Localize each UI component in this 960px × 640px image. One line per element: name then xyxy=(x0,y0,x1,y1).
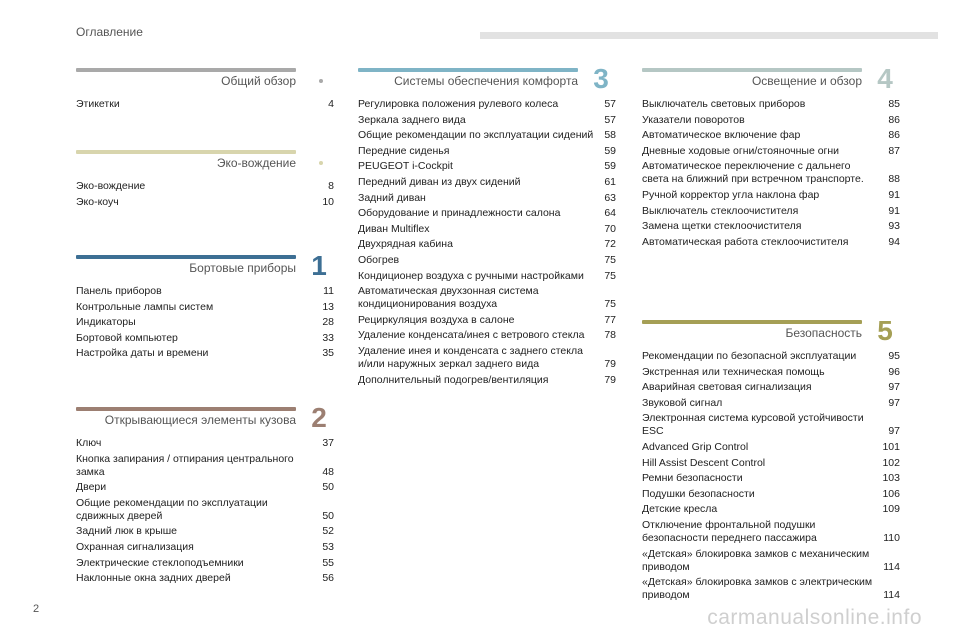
toc-entry[interactable] xyxy=(76,180,334,193)
toc-entry-label: Ремни безопасности xyxy=(642,472,743,485)
toc-entry-list xyxy=(642,98,900,249)
toc-entry[interactable] xyxy=(642,381,900,394)
toc-entry-page: 75 xyxy=(604,253,616,266)
toc-entry-page: 58 xyxy=(604,129,616,142)
section-header xyxy=(76,250,334,281)
toc-entry-page: 103 xyxy=(882,472,900,485)
toc-entry-label: Рекомендации по безопасной эксплуатации xyxy=(642,350,857,362)
section-number: 5 xyxy=(877,315,893,346)
section-number: 2 xyxy=(311,402,327,433)
toc-entry-label: Диван Multiflex xyxy=(358,222,430,235)
toc-entry-page: 4 xyxy=(328,98,334,110)
toc-entry[interactable] xyxy=(642,220,900,233)
toc-entry[interactable] xyxy=(358,207,616,220)
toc-entry[interactable] xyxy=(642,350,900,363)
toc-entry[interactable] xyxy=(642,114,900,127)
toc-entry-page: 109 xyxy=(882,503,900,516)
section-title: Эко-вождение xyxy=(216,156,296,170)
toc-entry-label: Передний диван из двух сидений xyxy=(358,175,521,188)
toc-entry[interactable] xyxy=(642,160,900,186)
toc-entry-page: 97 xyxy=(888,381,900,394)
toc-entry[interactable] xyxy=(358,160,616,173)
toc-entry[interactable] xyxy=(642,488,900,501)
section-title: Освещение и обзор xyxy=(751,74,862,88)
toc-entry-label: Автоматическая двухзонная система кондиционирования воздуха xyxy=(358,285,539,311)
toc-entry-page: 37 xyxy=(322,437,334,449)
toc-entry-page: 50 xyxy=(322,509,334,522)
toc-entry-page: 8 xyxy=(328,180,334,192)
toc-entry[interactable] xyxy=(76,525,334,538)
toc-entry[interactable] xyxy=(358,114,616,127)
toc-entry[interactable] xyxy=(76,196,334,209)
toc-entry-label: Детские кресла xyxy=(642,503,718,516)
toc-entry[interactable] xyxy=(358,254,616,267)
toc-entry-label: Эко-коуч xyxy=(76,195,119,208)
section-eco xyxy=(76,150,334,211)
section-header xyxy=(76,72,334,92)
toc-entry-page: 28 xyxy=(322,316,334,329)
toc-entry[interactable] xyxy=(76,98,334,111)
toc-entry[interactable] xyxy=(358,285,616,311)
section-header xyxy=(76,154,334,174)
toc-entry-page: 13 xyxy=(322,300,334,313)
toc-entry-page: 64 xyxy=(604,207,616,220)
toc-entry[interactable] xyxy=(358,98,616,111)
toc-entry[interactable] xyxy=(642,129,900,142)
toc-entry[interactable] xyxy=(358,145,616,158)
toc-entry[interactable] xyxy=(76,453,334,479)
toc-entry-page: 101 xyxy=(882,440,900,453)
section-number: 4 xyxy=(877,63,893,94)
section-header xyxy=(76,402,334,433)
section-header xyxy=(642,63,900,94)
toc-entry[interactable] xyxy=(642,205,900,218)
section-title: Открывающиеся элементы кузова xyxy=(104,413,296,427)
toc-entry-page: 87 xyxy=(888,144,900,157)
toc-entry-page: 102 xyxy=(882,456,900,469)
toc-entry-page: 91 xyxy=(888,188,900,201)
toc-entry-label: Дополнительный подогрев/вентиляция xyxy=(358,373,549,386)
section-body xyxy=(76,402,334,588)
toc-entry-label: Hill Assist Descent Control xyxy=(642,456,766,469)
toc-entry-page: 79 xyxy=(604,373,616,386)
toc-entry-label: Указатели поворотов xyxy=(642,113,745,126)
toc-entry-page: 93 xyxy=(888,220,900,233)
toc-entry-label: Контрольные лампы систем xyxy=(76,300,214,313)
toc-entry-page: 63 xyxy=(604,191,616,204)
toc-entry-page: 50 xyxy=(322,481,334,494)
toc-entry-page: 33 xyxy=(322,331,334,344)
toc-entry-page: 78 xyxy=(604,329,616,342)
toc-entry-label: Двухрядная кабина xyxy=(358,238,453,251)
toc-entry-label: Рециркуляция воздуха в салоне xyxy=(358,313,515,326)
toc-entry[interactable] xyxy=(76,481,334,494)
toc-entry[interactable] xyxy=(358,223,616,236)
toc-entry-page: 86 xyxy=(888,113,900,126)
watermark: carmanualsonline.info xyxy=(707,606,922,629)
toc-entry-page: 97 xyxy=(888,425,900,438)
toc-entry-label: Электрические стеклоподъемники xyxy=(76,556,244,569)
toc-entry-label: Этикетки xyxy=(76,98,120,110)
header-divider xyxy=(480,32,938,39)
toc-entry-label: Задний диван xyxy=(358,191,426,204)
toc-entry-page: 94 xyxy=(888,235,900,248)
toc-entry-label: Удаление инея и конденсата с заднего стекла и/или наружных зеркал заднего вида xyxy=(358,344,583,370)
toc-entry-page: 75 xyxy=(604,269,616,282)
toc-entry-page: 75 xyxy=(604,298,616,311)
toc-entry-label: Звуковой сигнал xyxy=(642,396,723,409)
toc-entry-page: 106 xyxy=(882,487,900,500)
toc-entry-page: 97 xyxy=(888,396,900,409)
toc-entry-page: 70 xyxy=(604,222,616,235)
toc-entry-label: Эко-вождение xyxy=(76,180,146,192)
toc-entry[interactable] xyxy=(76,301,334,314)
toc-entry-label: Бортовой компьютер xyxy=(76,331,178,344)
toc-entry-label: Автоматическое включение фар xyxy=(642,129,801,142)
toc-entry-label: Экстренная или техническая помощь xyxy=(642,365,825,378)
toc-entry-label: Автоматическая работа стеклоочистителя xyxy=(642,235,849,248)
toc-entry[interactable] xyxy=(642,366,900,379)
toc-entry-label: Дневные ходовые огни/стояночные огни xyxy=(642,144,840,157)
section-overview xyxy=(76,68,334,114)
toc-entry[interactable] xyxy=(358,176,616,189)
toc-entry-page: 55 xyxy=(322,556,334,569)
toc-entry-label: Advanced Grip Control xyxy=(642,440,749,453)
toc-entry-page: 88 xyxy=(888,173,900,186)
toc-entry-label: Автоматическое переключение с дальнего света на ближний при встречном транспорте. xyxy=(642,160,864,186)
toc-entry-label: Подушки безопасности xyxy=(642,487,755,500)
toc-entry[interactable] xyxy=(76,347,334,360)
toc-entry-label: Кондиционер воздуха с ручными настройками xyxy=(358,269,584,282)
toc-entry[interactable] xyxy=(358,374,616,387)
toc-entry-page: 110 xyxy=(883,531,900,544)
toc-entry-label: Выключатель стеклоочистителя xyxy=(642,204,799,217)
section-lighting xyxy=(642,63,900,251)
toc-entry[interactable] xyxy=(642,548,900,574)
toc-entry-label: Электронная система курсовой устойчивости ESC xyxy=(642,412,864,438)
toc-entry-page: 77 xyxy=(604,313,616,326)
section-title: Безопасность xyxy=(785,326,862,340)
toc-entry[interactable] xyxy=(642,472,900,485)
section-title: Бортовые приборы xyxy=(189,261,296,275)
toc-entry[interactable] xyxy=(642,98,900,111)
toc-entry[interactable] xyxy=(358,329,616,342)
toc-entry[interactable] xyxy=(642,397,900,410)
toc-entry-page: 48 xyxy=(322,465,334,478)
toc-entry-label: Панель приборов xyxy=(76,285,162,297)
toc-entry-label: Регулировка положения рулевого колеса xyxy=(358,98,559,110)
toc-entry[interactable] xyxy=(358,238,616,251)
toc-entry[interactable] xyxy=(642,441,900,454)
toc-entry[interactable] xyxy=(76,437,334,450)
toc-entry-list xyxy=(76,180,334,209)
toc-entry[interactable] xyxy=(358,129,616,142)
toc-entry-label: Выключатель световых приборов xyxy=(642,98,806,110)
toc-entry-page: 85 xyxy=(888,98,900,110)
toc-entry[interactable] xyxy=(76,541,334,554)
toc-entry-page: 114 xyxy=(883,589,900,602)
toc-entry[interactable] xyxy=(642,412,900,438)
toc-entry-page: 114 xyxy=(883,560,900,573)
toc-entry-page: 79 xyxy=(604,357,616,370)
toc-entry-page: 35 xyxy=(322,347,334,360)
page-title: Оглавление xyxy=(76,25,143,39)
section-comfort xyxy=(358,63,616,389)
section-marker-dot xyxy=(319,79,323,83)
toc-entry[interactable] xyxy=(642,236,900,249)
section-title: Общий обзор xyxy=(221,74,296,88)
toc-entry-label: Обогрев xyxy=(358,253,400,266)
toc-entry[interactable] xyxy=(76,572,334,585)
toc-entry-page: 91 xyxy=(888,204,900,217)
toc-entry-page: 59 xyxy=(604,144,616,157)
toc-entry-page: 52 xyxy=(322,525,334,538)
toc-entry[interactable] xyxy=(76,285,334,298)
toc-entry-label: Ручной корректор угла наклона фар xyxy=(642,188,820,201)
toc-entry-label: Отключение фронтальной подушки безопасности переднего пассажира xyxy=(642,518,817,544)
toc-entry[interactable] xyxy=(642,457,900,470)
toc-entry-label: «Детская» блокировка замков с электрическим приводом xyxy=(642,576,873,602)
section-marker-dot xyxy=(319,161,323,165)
toc-entry-label: Наклонные окна задних дверей xyxy=(76,572,231,585)
toc-entry[interactable] xyxy=(76,332,334,345)
toc-entry[interactable] xyxy=(358,192,616,205)
toc-entry-page: 56 xyxy=(322,572,334,585)
toc-entry-list xyxy=(76,285,334,360)
toc-entry-page: 53 xyxy=(322,540,334,553)
toc-entry-page: 57 xyxy=(604,98,616,110)
toc-entry-list xyxy=(76,437,334,585)
section-header xyxy=(642,315,900,346)
section-header xyxy=(358,63,616,94)
toc-entry-label: Зеркала заднего вида xyxy=(358,113,466,126)
toc-entry-label: Двери xyxy=(76,481,107,494)
toc-entry[interactable] xyxy=(76,316,334,329)
toc-entry-page: 59 xyxy=(604,160,616,173)
toc-entry-label: Общие рекомендации по эксплуатации сидений xyxy=(358,129,594,142)
toc-entry[interactable] xyxy=(642,519,900,545)
toc-entry-label: Замена щетки стеклоочистителя xyxy=(642,220,802,233)
section-title: Системы обеспечения комфорта xyxy=(394,74,578,88)
toc-entry-page: 72 xyxy=(604,238,616,251)
toc-entry[interactable] xyxy=(642,576,900,602)
toc-entry[interactable] xyxy=(642,503,900,516)
toc-entry-label: Оборудование и принадлежности салона xyxy=(358,207,561,220)
toc-entry-label: PEUGEOT i-Cockpit xyxy=(358,160,453,173)
toc-entry-list xyxy=(358,98,616,387)
toc-entry[interactable] xyxy=(642,189,900,202)
toc-entry-page: 10 xyxy=(322,195,334,208)
toc-entry-label: Общие рекомендации по эксплуатации сдвижных дверей xyxy=(76,496,268,522)
section-number: 1 xyxy=(311,250,327,281)
page-number: 2 xyxy=(33,603,40,615)
section-number: 3 xyxy=(593,63,609,94)
toc-entry-list xyxy=(642,350,900,602)
toc-entry-label: Задний люк в крыше xyxy=(76,525,178,538)
toc-entry-label: Аварийная световая сигнализация xyxy=(642,381,812,394)
toc-entry[interactable] xyxy=(358,270,616,283)
toc-entry-label: Охранная сигнализация xyxy=(76,540,194,553)
toc-entry-label: Удаление конденсата/инея с ветрового стекла xyxy=(358,329,585,342)
section-instruments xyxy=(76,250,334,363)
toc-entry-label: «Детская» блокировка замков с механическим приводом xyxy=(642,547,870,573)
toc-entry[interactable] xyxy=(76,497,334,523)
toc-entry-label: Настройка даты и времени xyxy=(76,347,209,360)
toc-entry-page: 57 xyxy=(604,113,616,126)
toc-entry-label: Передние сиденья xyxy=(358,144,450,157)
toc-entry-page: 11 xyxy=(323,285,334,297)
toc-entry[interactable] xyxy=(642,145,900,158)
toc-entry[interactable] xyxy=(76,557,334,570)
toc-entry-label: Кнопка запирания / отпирания центрального замка xyxy=(76,452,294,478)
toc-entry-page: 96 xyxy=(888,365,900,378)
toc-entry-label: Индикаторы xyxy=(76,316,136,329)
toc-entry[interactable] xyxy=(358,345,616,371)
toc-entry-page: 95 xyxy=(888,350,900,362)
toc-entry-list xyxy=(76,98,334,111)
section-safety xyxy=(642,315,900,605)
toc-entry-page: 86 xyxy=(888,129,900,142)
toc-entry-page: 61 xyxy=(604,175,616,188)
toc-entry-label: Ключ xyxy=(76,437,102,449)
toc-entry[interactable] xyxy=(358,314,616,327)
